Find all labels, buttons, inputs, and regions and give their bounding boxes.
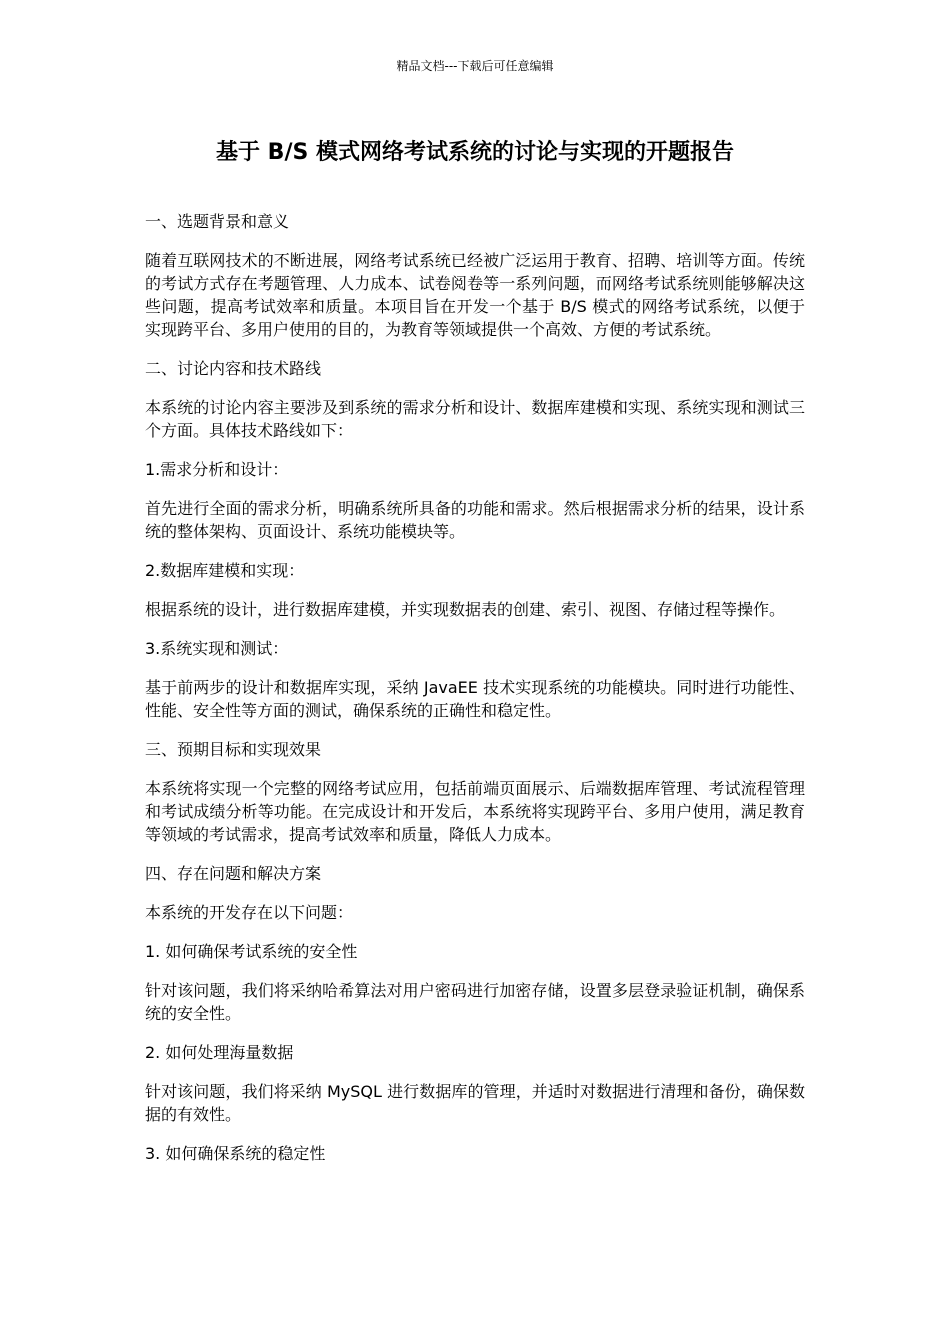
problem-1: 1. 如何确保考试系统的安全性	[145, 942, 358, 961]
section-heading-1: 一、选题背景和意义	[145, 212, 290, 231]
paragraph-requirements: 首先进行全面的需求分析，明确系统所具备的功能和需求。然后根据需求分析的结果，设计系统的整体架构、页面设计、系统功能模块等。	[145, 499, 805, 541]
document-title: 基于 B/S 模式网络考试系统的讨论与实现的开题报告	[216, 140, 734, 165]
paragraph-implementation: 基于前两步的设计和数据库实现，采纳 JavaEE 技术实现系统的功能模块。同时进行功能性、性能、安全性等方面的测试，确保系统的正确性和稳定性。	[145, 678, 805, 720]
paragraph-problems-intro: 本系统的开发存在以下问题：	[145, 903, 354, 922]
section-heading-2: 二、讨论内容和技术路线	[145, 359, 322, 378]
solution-1: 针对该问题，我们将采纳哈希算法对用户密码进行加密存储，设置多层登录验证机制，确保系统的安全性。	[145, 981, 805, 1023]
subheading-implementation: 3.系统实现和测试：	[145, 639, 289, 658]
problem-2: 2. 如何处理海量数据	[145, 1043, 294, 1062]
section-heading-4: 四、存在问题和解决方案	[145, 864, 322, 883]
page-header: 精品文档---下载后可任意编辑	[396, 59, 554, 73]
problem-3: 3. 如何确保系统的稳定性	[145, 1144, 326, 1163]
section-heading-3: 三、预期目标和实现效果	[145, 740, 322, 759]
paragraph-background: 随着互联网技术的不断进展，网络考试系统已经被广泛运用于教育、招聘、培训等方面。传统的考试方式存在考题管理、人力成本、试卷阅卷等一系列问题，而网络考试系统则能够解决这些问题，提高考试效率和质量。本项目旨在开发一个基于 B/S 模式的网络考试系统，以便于实现跨平台、多用户使用的目的，为教育等领域提供一个高效、方便的考试系统。	[145, 251, 805, 339]
solution-2: 针对该问题，我们将采纳 MySQL 进行数据库的管理，并适时对数据进行清理和备份，确保数据的有效性。	[145, 1082, 805, 1124]
subheading-database: 2.数据库建模和实现：	[145, 561, 305, 580]
paragraph-research-intro: 本系统的讨论内容主要涉及到系统的需求分析和设计、数据库建模和实现、系统实现和测试三个方面。具体技术路线如下：	[145, 398, 805, 440]
paragraph-database: 根据系统的设计，进行数据库建模，并实现数据表的创建、索引、视图、存储过程等操作。	[145, 600, 786, 619]
document-body	[145, 210, 805, 1181]
paragraph-goals: 本系统将实现一个完整的网络考试应用，包括前端页面展示、后端数据库管理、考试流程管理和考试成绩分析等功能。在完成设计和开发后，本系统将实现跨平台、多用户使用，满足教育等领域的考试需求，提高考试效率和质量，降低人力成本。	[145, 779, 805, 844]
subheading-requirements: 1.需求分析和设计：	[145, 460, 289, 479]
